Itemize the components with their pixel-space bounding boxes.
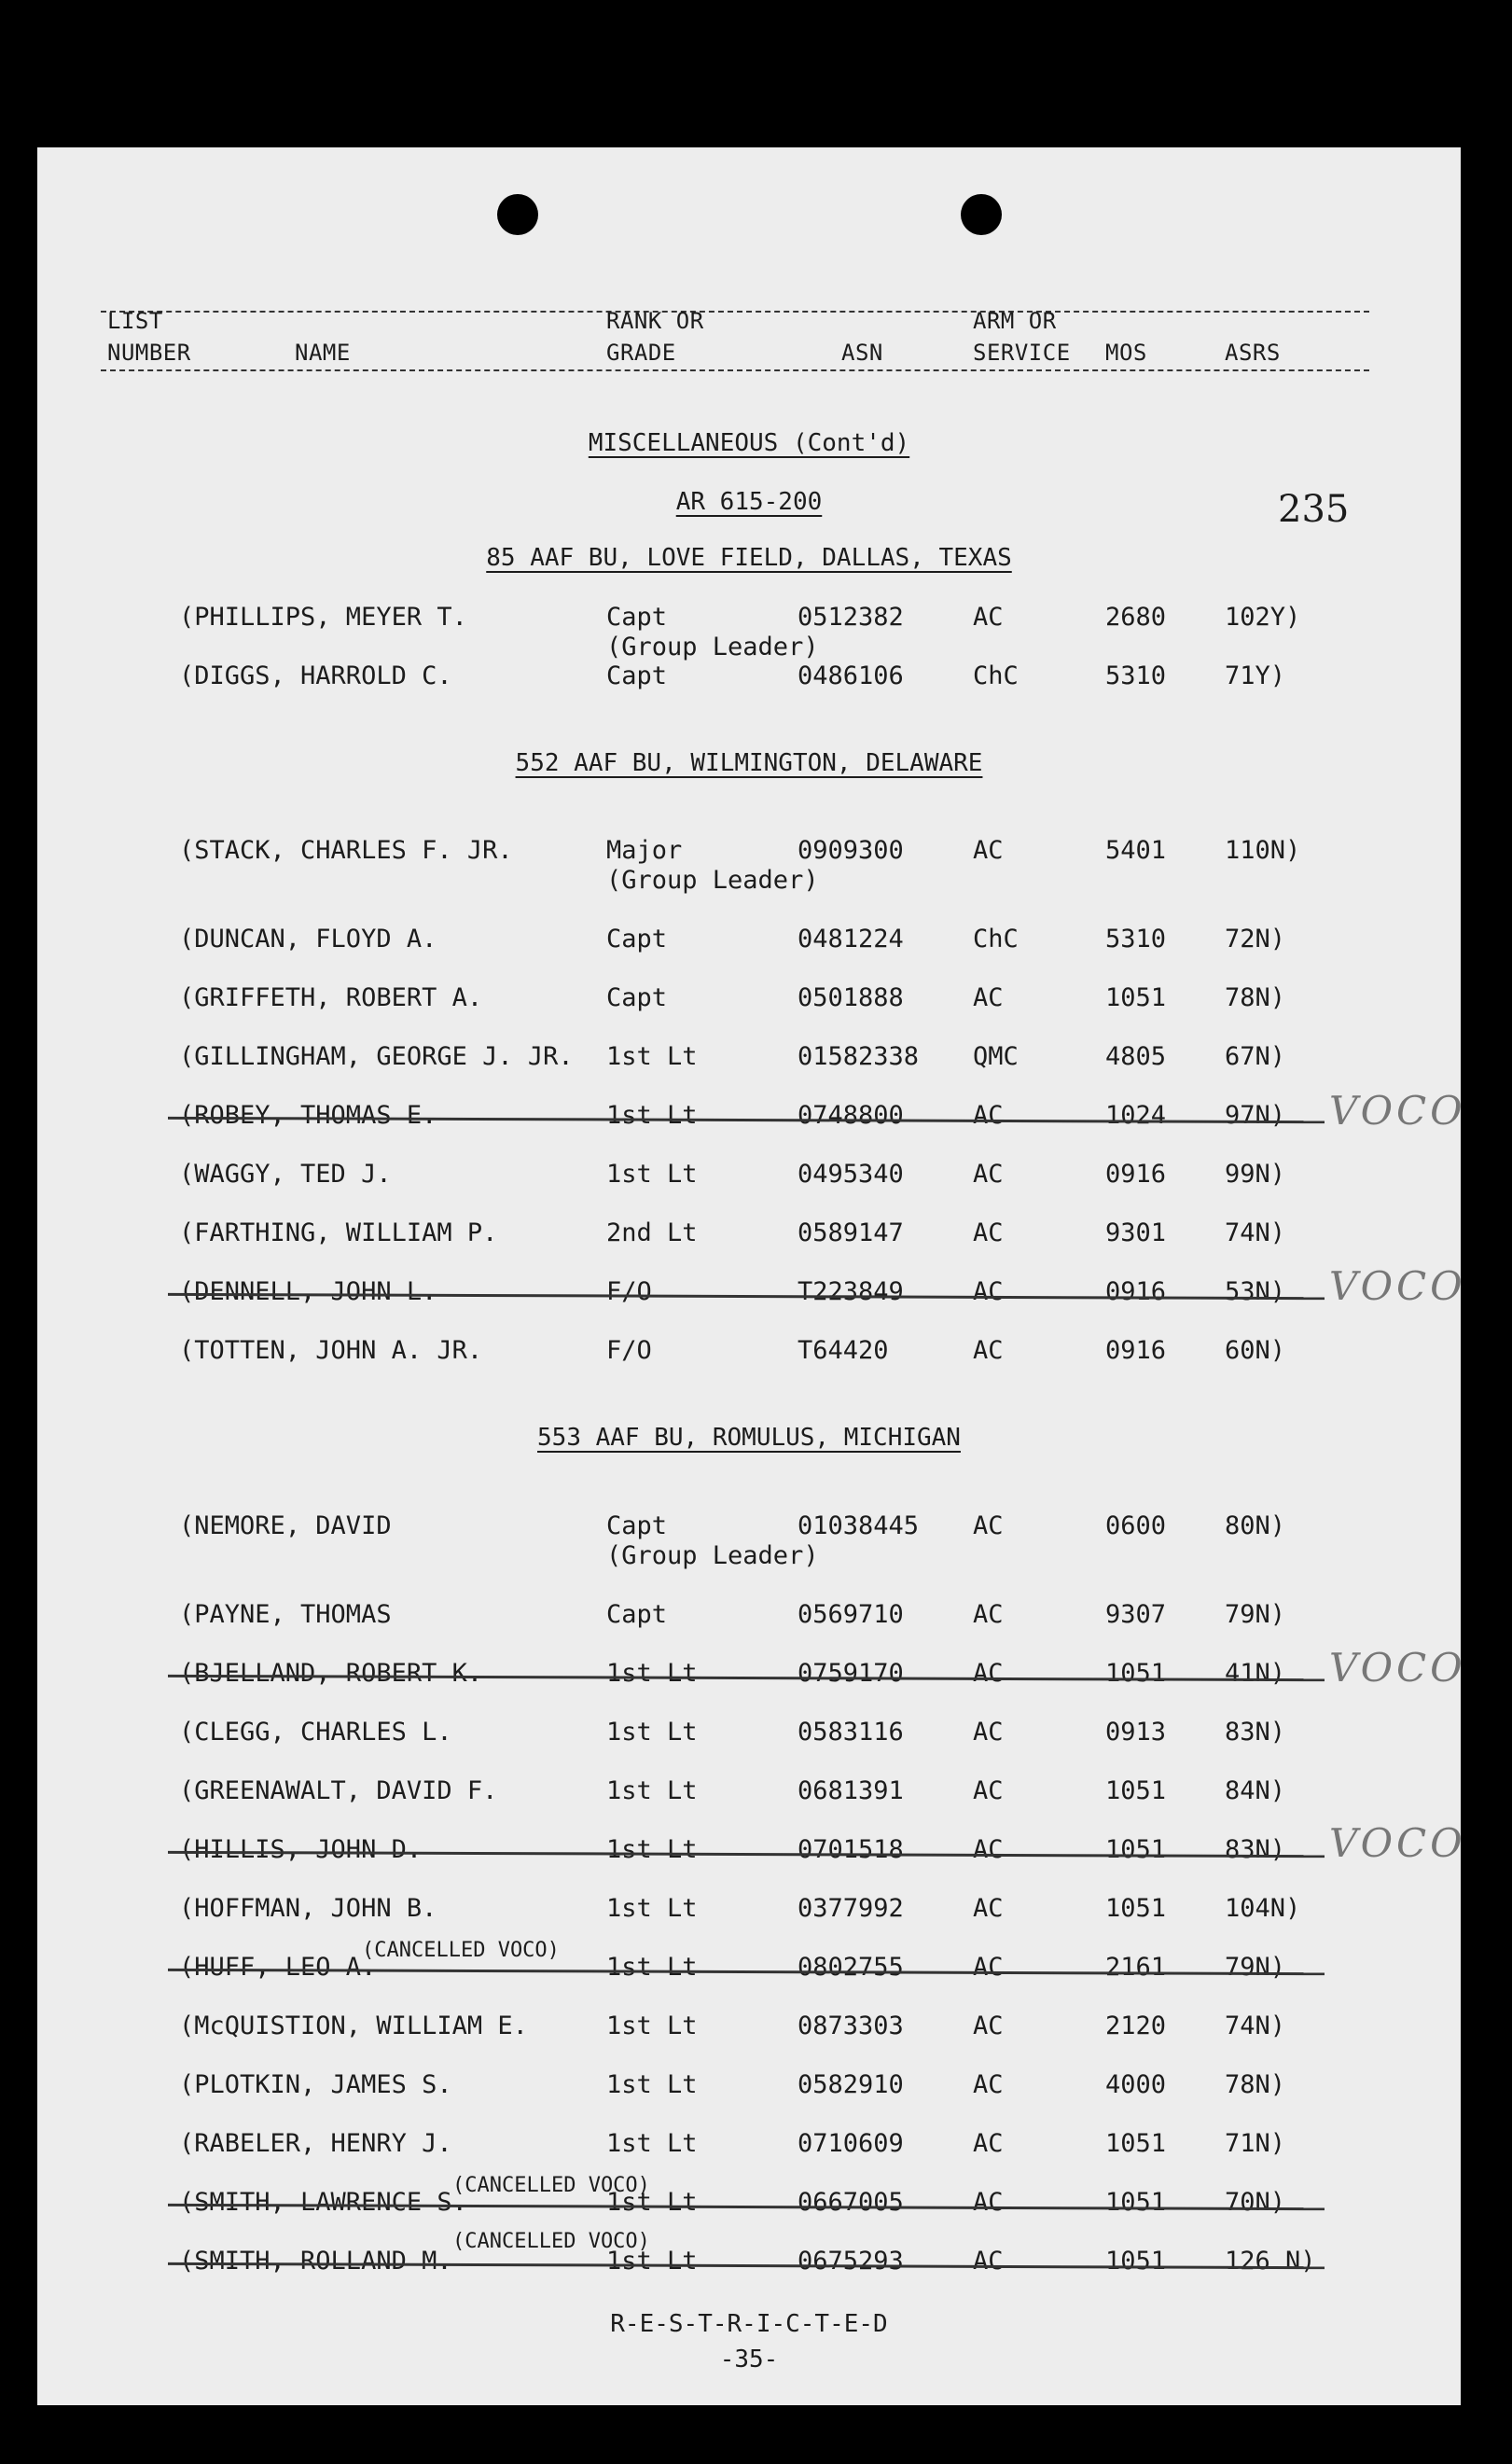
handwritten-voco: VOCO	[1329, 1645, 1466, 1691]
table-row: (GILLINGHAM, GEORGE J. JR. 1st Lt 01582338 QMC 4805 67N)	[179, 1042, 1286, 1071]
header-dash-top	[101, 311, 1369, 313]
group-title: 552 AAF BU, WILMINGTON, DELAWARE	[515, 749, 983, 777]
header-mos: MOS	[1105, 340, 1147, 366]
table-row: (PAYNE, THOMAS Capt 0569710 AC 9307 79N)	[179, 1600, 1286, 1629]
table-row: (DENNELL, JOHN L. F/O T223849 AC 0916 53N)	[179, 1277, 1286, 1306]
header-number: NUMBER	[107, 340, 191, 366]
header-arm: ARM OR	[973, 308, 1057, 334]
regulation: AR 615-200	[675, 488, 823, 516]
table-row: (NEMORE, DAVID Capt 01038445 AC 0600 80N)	[179, 1511, 1286, 1540]
document-page	[37, 147, 1466, 2405]
table-row: (McQUISTION, WILLIAM E. 1st Lt 0873303 AC 2120 74N)	[179, 2012, 1286, 2040]
group-leader-note: (Group Leader)	[606, 866, 819, 895]
header-asn: ASN	[841, 340, 883, 366]
handwritten-voco: VOCO	[1329, 1088, 1466, 1134]
group-title: 553 AAF BU, ROMULUS, MICHIGAN	[537, 1424, 961, 1452]
table-row: (PHILLIPS, MEYER T. Capt 0512382 AC 2680 102Y)	[179, 603, 1301, 632]
cancelled-note: (CANCELLED VOCO)	[452, 2174, 650, 2197]
header-service: SERVICE	[973, 340, 1071, 366]
group-title: 85 AAF BU, LOVE FIELD, DALLAS, TEXAS	[486, 544, 1012, 572]
table-row: (HOFFMAN, JOHN B. 1st Lt 0377992 AC 1051 104N)	[179, 1894, 1301, 1923]
punch-hole-left	[497, 194, 538, 235]
table-row: (WAGGY, TED J. 1st Lt 0495340 AC 0916 99N)	[179, 1160, 1286, 1189]
header-rank: RANK OR	[606, 308, 704, 334]
cancelled-note: (CANCELLED VOCO)	[452, 2230, 650, 2253]
table-row: (RABELER, HENRY J. 1st Lt 0710609 AC 1051 71N)	[179, 2129, 1286, 2158]
table-row: (HILLIS, JOHN D. 1st Lt 0701518 AC 1051 83N)	[179, 1835, 1286, 1864]
group-leader-note: (Group Leader)	[606, 1541, 819, 1570]
table-row: (GREENAWALT, DAVID F. 1st Lt 0681391 AC 1051 84N)	[179, 1776, 1286, 1805]
table-row: (ROBEY, THOMAS E. 1st Lt 0748800 AC 1024 97N)	[179, 1101, 1286, 1130]
table-row: (HUFF, LEO A. 1st Lt 0802755 AC 2161 79N)	[179, 1953, 1286, 1982]
section-title: MISCELLANEOUS (Cont'd)	[588, 429, 910, 457]
table-row: (DUNCAN, FLOYD A. Capt 0481224 ChC 5310 72N)	[179, 925, 1286, 954]
header-name: NAME	[295, 340, 351, 366]
page-number-top: 235	[1278, 488, 1350, 531]
cancelled-note: (CANCELLED VOCO)	[362, 1939, 560, 1962]
restricted-marking: R-E-S-T-R-I-C-T-E-D	[610, 2310, 888, 2338]
table-row: (GRIFFETH, ROBERT A. Capt 0501888 AC 1051 78N)	[179, 983, 1286, 1012]
table-row: (DIGGS, HARROLD C. Capt 0486106 ChC 5310 71Y)	[179, 661, 1286, 690]
header-grade: GRADE	[606, 340, 676, 366]
table-row: (CLEGG, CHARLES L. 1st Lt 0583116 AC 0913 83N)	[179, 1718, 1286, 1747]
punch-hole-right	[961, 194, 1002, 235]
page-number-footer: -35-	[719, 2346, 779, 2374]
header-asrs: ASRS	[1225, 340, 1281, 366]
handwritten-voco: VOCO	[1329, 1263, 1466, 1309]
table-row: (FARTHING, WILLIAM P. 2nd Lt 0589147 AC 9301 74N)	[179, 1218, 1286, 1247]
header-dash-bottom	[101, 369, 1369, 371]
handwritten-voco: VOCO	[1329, 1820, 1466, 1866]
table-row: (BJELLAND, ROBERT K. 1st Lt 0759170 AC 1051 41N)	[179, 1659, 1286, 1688]
table-row: (SMITH, ROLLAND M. 1st Lt 0675293 AC 1051 126 N)	[179, 2247, 1316, 2276]
group-leader-note: (Group Leader)	[606, 633, 819, 661]
table-row: (PLOTKIN, JAMES S. 1st Lt 0582910 AC 4000 78N)	[179, 2070, 1286, 2099]
table-row: (STACK, CHARLES F. JR. Major 0909300 AC 5401 110N)	[179, 836, 1301, 865]
table-row: (SMITH, LAWRENCE S. 1st Lt 0667005 AC 1051 70N)	[179, 2188, 1286, 2217]
header-list: LIST	[107, 308, 163, 334]
table-row: (TOTTEN, JOHN A. JR. F/O T64420 AC 0916 60N)	[179, 1336, 1286, 1365]
